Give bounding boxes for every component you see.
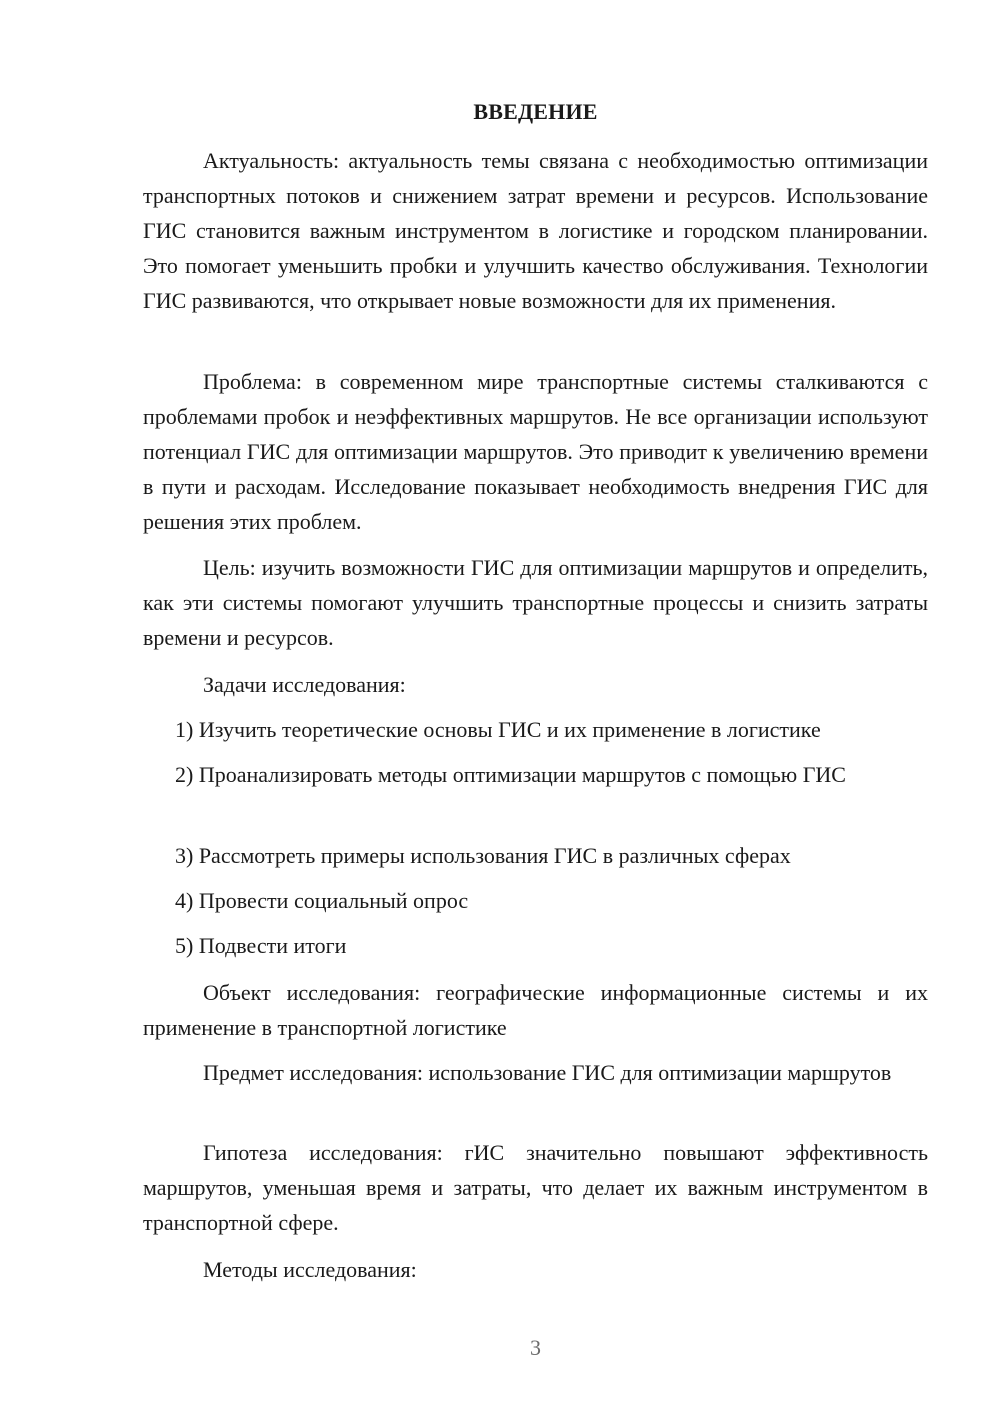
document-page bbox=[143, 0, 928, 1414]
page-number: 3 bbox=[530, 1335, 541, 1360]
task-item-3: 3) Рассмотреть примеры использования ГИС в различных сферах bbox=[175, 843, 791, 868]
tasks-heading: Задачи исследования: bbox=[203, 672, 406, 697]
task-item-4: 4) Провести социальный опрос bbox=[175, 888, 469, 913]
relevance-paragraph: Актуальность: актуальность темы связана с необходимостью оптимизации транспортных потоков и снижением затрат времени и ресурсов. Использование ГИС становится важным инструментом в логистике и городском планировании. Это помогает уменьшить пробки и улучшить качество обслуживания. Технологии ГИС развиваются, что открывает новые возможности для их применения. bbox=[143, 148, 928, 313]
methods-heading: Методы исследования: bbox=[203, 1257, 417, 1282]
hypothesis-paragraph: Гипотеза исследования: гИС значительно повышают эффективность маршрутов, уменьшая время и затраты, что делает их важным инструментом в транспортной сфере. bbox=[143, 1140, 928, 1235]
task-item-1: 1) Изучить теоретические основы ГИС и их применение в логистике bbox=[175, 717, 821, 742]
problem-paragraph: Проблема: в современном мире транспортные системы сталкиваются с проблемами пробок и неэффективных маршрутов. Не все организации используют потенциал ГИС для оптимизации маршрутов. Это приводит к увеличению времени в пути и расходам. Исследование показывает необходимость внедрения ГИС для решения этих проблем. bbox=[143, 369, 928, 534]
object-paragraph: Объект исследования: географические информационные системы и их применение в транспортной логистике bbox=[143, 980, 928, 1040]
task-item-2: 2) Проанализировать методы оптимизации маршрутов с помощью ГИС bbox=[175, 762, 846, 787]
page-title: ВВЕДЕНИЕ bbox=[473, 99, 598, 124]
task-item-5: 5) Подвести итоги bbox=[175, 933, 347, 958]
goal-paragraph: Цель: изучить возможности ГИС для оптимизации маршрутов и определить, как эти системы помогают улучшить транспортные процессы и снизить затраты времени и ресурсов. bbox=[143, 555, 928, 650]
subject-paragraph: Предмет исследования: использование ГИС для оптимизации маршрутов bbox=[203, 1060, 892, 1085]
